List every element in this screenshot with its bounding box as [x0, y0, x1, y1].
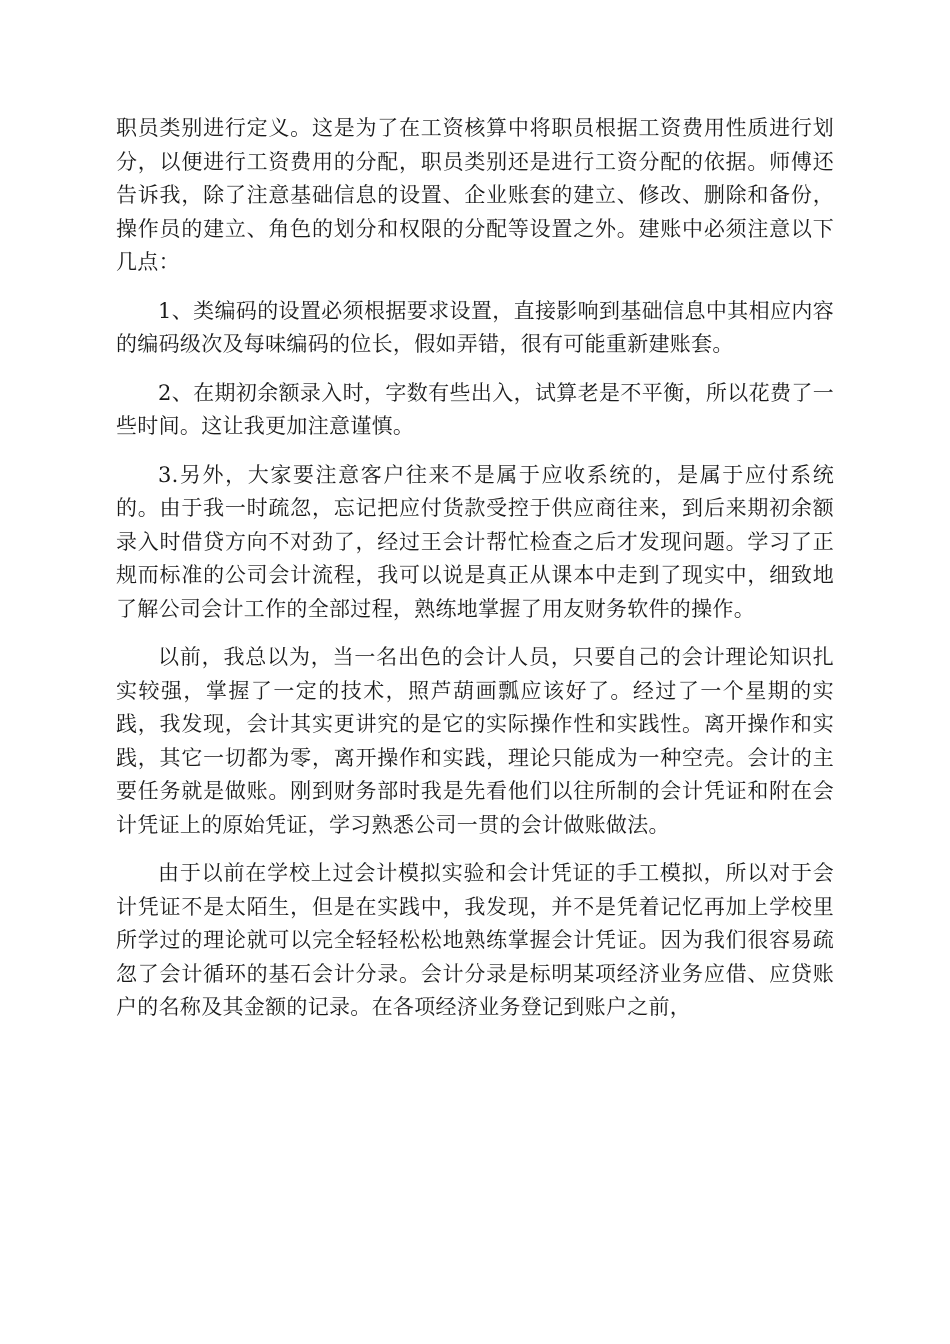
paragraph-point-1: 1、类编码的设置必须根据要求设置，直接影响到基础信息中其相应内容的编码级次及每味编码的位长，假如弄错，很有可能重新建账套。 — [116, 298, 834, 356]
document-body — [116, 112, 834, 1040]
paragraph-point-2: 2、在期初余额录入时，字数有些出入，试算老是不平衡，所以花费了一些时间。这让我更加注意谨慎。 — [116, 380, 834, 438]
paragraph-intro-continued: 职员类别进行定义。这是为了在工资核算中将职员根据工资费用性质进行划分，以便进行工资费用的分配，职员类别还是进行工资分配的依据。师傅还告诉我，除了注意基础信息的设置、企业账套的建立、修改、删除和备份，操作员的建立、角色的划分和权限的分配等设置之外。建账中必须注意以下几点： — [116, 116, 834, 274]
paragraph-vouchers: 由于以前在学校上过会计模拟实验和会计凭证的手工模拟，所以对于会计凭证不是太陌生，但是在实践中，我发现，并不是凭着记忆再加上学校里所学过的理论就可以完全轻轻松松地熟练掌握会计凭证。因为我们很容易疏忽了会计循环的基石会计分录。会计分录是标明某项经济业务应借、应贷账户的名称及其金额的记录。在各项经济业务登记到账户之前， — [116, 861, 834, 1019]
paragraph-reflection: 以前，我总以为，当一名出色的会计人员，只要自己的会计理论知识扎实较强，掌握了一定的技术，照芦葫画瓢应该好了。经过了一个星期的实践，我发现，会计其实更讲究的是它的实际操作性和实践性。离开操作和实践，其它一切都为零，离开操作和实践，理论只能成为一种空壳。会计的主要任务就是做账。刚到财务部时我是先看他们以往所制的会计凭证和附在会计凭证上的原始凭证，学习熟悉公司一贯的会计做账做法。 — [116, 645, 834, 837]
paragraph-point-3: 3.另外，大家要注意客户往来不是属于应收系统的，是属于应付系统的。由于我一时疏忽，忘记把应付货款受控于供应商往来，到后来期初余额录入时借贷方向不对劲了，经过王会计帮忙检查之后才发现问题。学习了正规而标准的公司会计流程，我可以说是真正从课本中走到了现实中，细致地了解公司会计工作的全部过程，熟练地掌握了用友财务软件的操作。 — [116, 462, 834, 621]
